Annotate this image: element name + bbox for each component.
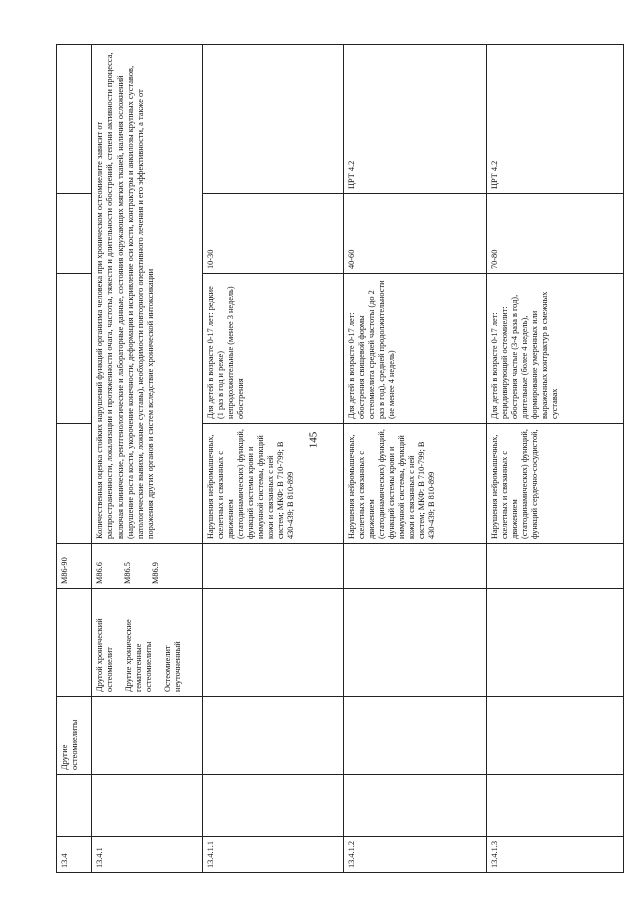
header-title: Другие остеомиелиты bbox=[57, 697, 92, 775]
row-empty-cell bbox=[203, 775, 344, 837]
row-note bbox=[203, 45, 344, 194]
header-row bbox=[57, 45, 92, 873]
row-criteria: Для детей в возрасте 0-17 лет: рецидивирующий остеомиелит: обострения частые (3-4 раза в год), длительные (более 4 недель), формирование умеренных или выраженных контрактур в смежных суставах bbox=[487, 274, 624, 424]
row-empty-cell bbox=[487, 775, 624, 837]
row-criteria: Для детей в возрасте 0-17 лет: редкие (1 раз в год и реже) непродолжительные (менее 3 недель) обострения bbox=[203, 274, 344, 424]
row-empty-cell bbox=[203, 544, 344, 589]
row-empty-cell bbox=[203, 697, 344, 775]
section-description: Количественная оценка стойких нарушений функций организма человека при хроническом остеомиелите зависит от распространенности, локализации и протяженности очага, частоты, тяжести и длительности обострений, степени активности процесса, включая клинические, рентгенологические и лабораторные данные, состояния окружающих мягких тканей, наличия осложнений (нарушение роста кости, укорочение конечности, деформация и искривление оси кости, контрактуры и анкилозы крупных суставов, патологические вывихи, ложные суставы), необходимости повторного оперативного лечения и его эффективности, а также от поражения других органов и систем вследствие хронической интоксикации bbox=[92, 45, 203, 544]
icd-code-2: M86.5 bbox=[122, 562, 132, 584]
diagnosis-3: Остеомиелит неуточненный bbox=[162, 641, 182, 692]
section-empty-cell bbox=[92, 697, 203, 775]
disability-criteria-table bbox=[56, 44, 624, 873]
row-empty-cell bbox=[487, 589, 624, 697]
section-diagnoses bbox=[92, 589, 203, 697]
row-code: 13.4.1.2 bbox=[344, 837, 487, 873]
icd-code-1: M86.6 bbox=[95, 562, 104, 584]
row-percent: 10-30 bbox=[203, 194, 344, 274]
page-number: 145 bbox=[307, 431, 320, 449]
row-impairment: Нарушения нейромышечных, скелетных и связанных с движением (статодинамических) функций, функций системы крови и иммунной системы, функций кожи и связанных с ней систем; МКФ: B 710-799; B 430-439; B 810-899 bbox=[203, 424, 344, 544]
row-percent: 40-60 bbox=[344, 194, 487, 274]
row-percent: 70-80 bbox=[487, 194, 624, 274]
row-empty-cell bbox=[487, 544, 624, 589]
header-empty-cell bbox=[57, 775, 92, 837]
icd-code-3: M86.9 bbox=[150, 562, 160, 584]
header-empty-cell bbox=[57, 194, 92, 274]
row-empty-cell bbox=[487, 697, 624, 775]
row-empty-cell bbox=[344, 697, 487, 775]
row-criteria: Для детей в возрасте 0-17 лет: обострения свищевой формы остеомиелита средней частоты (до 2 раз в год), средней продолжительности (не менее 4 недель) bbox=[344, 274, 487, 424]
criteria-row bbox=[203, 45, 344, 873]
criteria-row bbox=[487, 45, 624, 873]
section-icd-codes bbox=[92, 544, 203, 589]
header-code: 13.4 bbox=[57, 837, 92, 873]
diagnosis-1: Другой хронический остеомиелит bbox=[95, 618, 114, 692]
header-icd-range: M86-90 bbox=[57, 544, 92, 589]
header-empty-cell bbox=[57, 589, 92, 697]
section-empty-cell bbox=[92, 775, 203, 837]
section-row bbox=[92, 45, 203, 873]
section-code: 13.4.1 bbox=[92, 837, 203, 873]
header-empty-cell bbox=[57, 424, 92, 544]
row-note: ЦРТ 4.2 bbox=[487, 45, 624, 194]
row-empty-cell bbox=[344, 544, 487, 589]
row-empty-cell bbox=[203, 589, 344, 697]
disability-criteria-table-container bbox=[56, 45, 596, 873]
row-code: 13.4.1.3 bbox=[487, 837, 624, 873]
criteria-row bbox=[344, 45, 487, 873]
row-empty-cell bbox=[344, 775, 487, 837]
row-code: 13.4.1.1 bbox=[203, 837, 344, 873]
header-empty-cell bbox=[57, 274, 92, 424]
diagnosis-2: Другие хронические гематогенные остеомиелиты bbox=[123, 619, 153, 692]
header-empty-cell bbox=[57, 45, 92, 194]
row-impairment: Нарушения нейромышечных, скелетных и связанных с движением (статодинамических) функций, функций сердечно-сосудистой, bbox=[487, 424, 624, 544]
row-note: ЦРТ 4.2 bbox=[344, 45, 487, 194]
row-impairment: Нарушения нейромышечных, скелетных и связанных с движением (статодинамических) функций, функций системы крови и иммунной системы, функций кожи и связанных с ней систем; МКФ: B 710-799; B 430-439; B 810-899 bbox=[344, 424, 487, 544]
row-empty-cell bbox=[344, 589, 487, 697]
